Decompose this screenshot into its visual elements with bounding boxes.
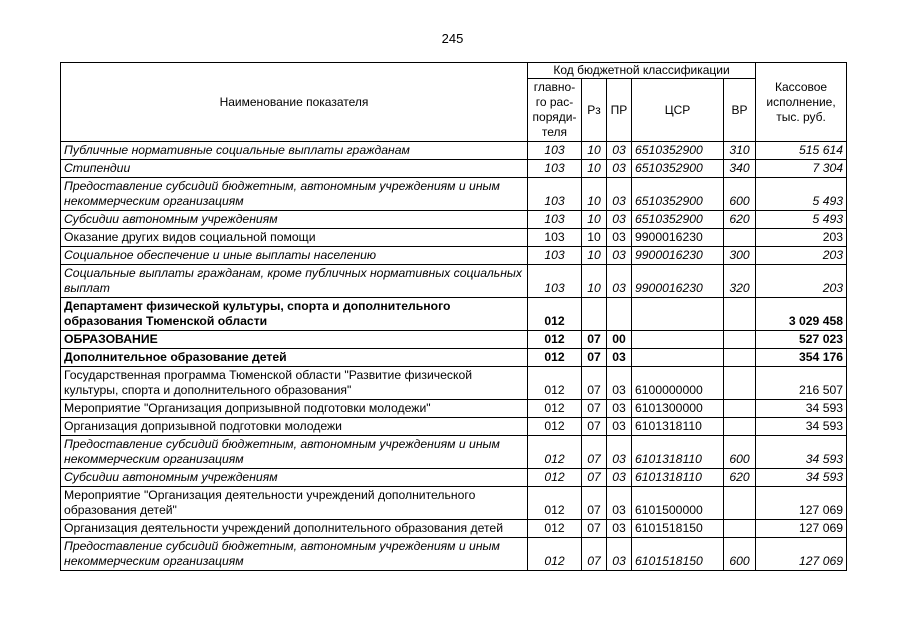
cell-amount: 127 069: [756, 487, 847, 520]
cell-amount: 34 593: [756, 436, 847, 469]
header-grbs: главно-го рас-поряди-теля: [528, 79, 582, 142]
cell-rz: 07: [582, 367, 607, 400]
cell-pr: 03: [607, 247, 632, 265]
budget-execution-table: [60, 62, 847, 571]
cell-amount: 7 304: [756, 160, 847, 178]
cell-name: Предоставление субсидий бюджетным, автономным учреждениям и иным некоммерческим организациям: [61, 436, 528, 469]
header-pr: ПР: [607, 79, 632, 142]
cell-vr: [724, 367, 756, 400]
cell-grbs: 103: [528, 211, 582, 229]
table-row: [61, 160, 847, 178]
cell-amount: 203: [756, 247, 847, 265]
cell-pr: [607, 298, 632, 331]
table-row: [61, 247, 847, 265]
cell-amount: 34 593: [756, 469, 847, 487]
cell-grbs: 012: [528, 349, 582, 367]
header-code-group: Код бюджетной классификации: [528, 63, 756, 79]
table-row: [61, 400, 847, 418]
cell-pr: 03: [607, 178, 632, 211]
cell-csr: 6101518150: [632, 538, 724, 571]
table-row: [61, 349, 847, 367]
cell-grbs: 012: [528, 520, 582, 538]
cell-grbs: 103: [528, 178, 582, 211]
cell-amount: 34 593: [756, 400, 847, 418]
table-row: [61, 538, 847, 571]
cell-pr: 03: [607, 538, 632, 571]
cell-name: Предоставление субсидий бюджетным, автономным учреждениям и иным некоммерческим организациям: [61, 538, 528, 571]
cell-rz: 10: [582, 229, 607, 247]
cell-csr: 6101318110: [632, 469, 724, 487]
cell-rz: 10: [582, 160, 607, 178]
cell-vr: 340: [724, 160, 756, 178]
cell-pr: 03: [607, 469, 632, 487]
cell-csr: 6510352900: [632, 160, 724, 178]
cell-csr: 9900016230: [632, 229, 724, 247]
cell-vr: [724, 418, 756, 436]
cell-rz: 07: [582, 436, 607, 469]
cell-csr: 6101318110: [632, 418, 724, 436]
cell-name: Оказание других видов социальной помощи: [61, 229, 528, 247]
table-row: [61, 418, 847, 436]
table-row: [61, 331, 847, 349]
cell-vr: 600: [724, 538, 756, 571]
cell-amount: 127 069: [756, 538, 847, 571]
cell-vr: 600: [724, 178, 756, 211]
cell-pr: 03: [607, 265, 632, 298]
cell-vr: [724, 520, 756, 538]
header-name: Наименование показателя: [61, 63, 528, 142]
cell-rz: 07: [582, 418, 607, 436]
cell-pr: 03: [607, 400, 632, 418]
cell-csr: 6101500000: [632, 487, 724, 520]
cell-amount: 515 614: [756, 142, 847, 160]
table-row: [61, 520, 847, 538]
cell-vr: [724, 298, 756, 331]
cell-rz: 07: [582, 331, 607, 349]
cell-pr: 03: [607, 229, 632, 247]
cell-name: Организация допризывной подготовки молодежи: [61, 418, 528, 436]
cell-pr: 03: [607, 436, 632, 469]
table-row: [61, 265, 847, 298]
cell-amount: 203: [756, 229, 847, 247]
cell-rz: 10: [582, 142, 607, 160]
cell-amount: 354 176: [756, 349, 847, 367]
cell-pr: 03: [607, 349, 632, 367]
table-row: [61, 178, 847, 211]
table-row: [61, 211, 847, 229]
cell-pr: 03: [607, 487, 632, 520]
cell-csr: [632, 298, 724, 331]
cell-name: Предоставление субсидий бюджетным, автономным учреждениям и иным некоммерческим организациям: [61, 178, 528, 211]
table-row: [61, 367, 847, 400]
cell-csr: [632, 349, 724, 367]
cell-rz: 07: [582, 349, 607, 367]
cell-name: Публичные нормативные социальные выплаты гражданам: [61, 142, 528, 160]
cell-amount: 127 069: [756, 520, 847, 538]
cell-amount: 3 029 458: [756, 298, 847, 331]
cell-csr: 9900016230: [632, 247, 724, 265]
cell-amount: 5 493: [756, 178, 847, 211]
cell-pr: 03: [607, 367, 632, 400]
cell-amount: 5 493: [756, 211, 847, 229]
cell-rz: 10: [582, 265, 607, 298]
cell-rz: 10: [582, 211, 607, 229]
cell-vr: 320: [724, 265, 756, 298]
cell-pr: 03: [607, 418, 632, 436]
cell-csr: 6510352900: [632, 211, 724, 229]
cell-vr: 620: [724, 211, 756, 229]
cell-name: Субсидии автономным учреждениям: [61, 469, 528, 487]
cell-grbs: 012: [528, 298, 582, 331]
header-vr: ВР: [724, 79, 756, 142]
cell-grbs: 103: [528, 160, 582, 178]
cell-grbs: 103: [528, 247, 582, 265]
cell-rz: 07: [582, 520, 607, 538]
cell-vr: 310: [724, 142, 756, 160]
table-row: [61, 487, 847, 520]
cell-pr: 00: [607, 331, 632, 349]
cell-grbs: 103: [528, 142, 582, 160]
cell-csr: 6510352900: [632, 178, 724, 211]
cell-grbs: 012: [528, 400, 582, 418]
cell-csr: 6100000000: [632, 367, 724, 400]
cell-name: Стипендии: [61, 160, 528, 178]
cell-pr: 03: [607, 211, 632, 229]
header-csr: ЦСР: [632, 79, 724, 142]
cell-name: Мероприятие "Организация деятельности учреждений дополнительного образования детей": [61, 487, 528, 520]
cell-grbs: 103: [528, 265, 582, 298]
cell-csr: 6101300000: [632, 400, 724, 418]
cell-rz: 07: [582, 400, 607, 418]
cell-pr: 03: [607, 520, 632, 538]
table-row: [61, 298, 847, 331]
cell-name: Государственная программа Тюменской области "Развитие физической культуры, спорта и дополнительного образования": [61, 367, 528, 400]
cell-grbs: 103: [528, 229, 582, 247]
cell-vr: [724, 487, 756, 520]
cell-rz: 10: [582, 247, 607, 265]
cell-grbs: 012: [528, 436, 582, 469]
cell-rz: 07: [582, 487, 607, 520]
cell-csr: 6101518150: [632, 520, 724, 538]
cell-amount: 216 507: [756, 367, 847, 400]
cell-name: ОБРАЗОВАНИЕ: [61, 331, 528, 349]
cell-amount: 203: [756, 265, 847, 298]
cell-rz: 10: [582, 178, 607, 211]
table-row: [61, 229, 847, 247]
cell-name: Социальные выплаты гражданам, кроме публичных нормативных социальных выплат: [61, 265, 528, 298]
cell-csr: [632, 331, 724, 349]
cell-name: Дополнительное образование детей: [61, 349, 528, 367]
table-row: [61, 142, 847, 160]
cell-rz: 07: [582, 538, 607, 571]
cell-vr: 300: [724, 247, 756, 265]
cell-name: Организация деятельности учреждений дополнительного образования детей: [61, 520, 528, 538]
cell-vr: 600: [724, 436, 756, 469]
cell-name: Социальное обеспечение и иные выплаты населению: [61, 247, 528, 265]
cell-vr: [724, 400, 756, 418]
cell-vr: [724, 331, 756, 349]
cell-vr: 620: [724, 469, 756, 487]
cell-pr: 03: [607, 160, 632, 178]
table-row: [61, 469, 847, 487]
header-row-1: [61, 63, 847, 79]
cell-amount: 34 593: [756, 418, 847, 436]
cell-name: Департамент физической культуры, спорта и дополнительного образования Тюменской области: [61, 298, 528, 331]
cell-grbs: 012: [528, 367, 582, 400]
cell-name: Субсидии автономным учреждениям: [61, 211, 528, 229]
cell-csr: 9900016230: [632, 265, 724, 298]
cell-vr: [724, 349, 756, 367]
cell-grbs: 012: [528, 418, 582, 436]
cell-grbs: 012: [528, 538, 582, 571]
cell-csr: 6101318110: [632, 436, 724, 469]
cell-grbs: 012: [528, 487, 582, 520]
header-amount: Кассовое исполнение, тыс. руб.: [756, 63, 847, 142]
page-number: 245: [441, 31, 464, 46]
cell-rz: 07: [582, 469, 607, 487]
table-body: [61, 142, 847, 571]
cell-amount: 527 023: [756, 331, 847, 349]
cell-vr: [724, 229, 756, 247]
cell-grbs: 012: [528, 331, 582, 349]
cell-name: Мероприятие "Организация допризывной подготовки молодежи": [61, 400, 528, 418]
header-rz: Рз: [582, 79, 607, 142]
cell-csr: 6510352900: [632, 142, 724, 160]
cell-pr: 03: [607, 142, 632, 160]
table-row: [61, 436, 847, 469]
cell-grbs: 012: [528, 469, 582, 487]
cell-rz: [582, 298, 607, 331]
